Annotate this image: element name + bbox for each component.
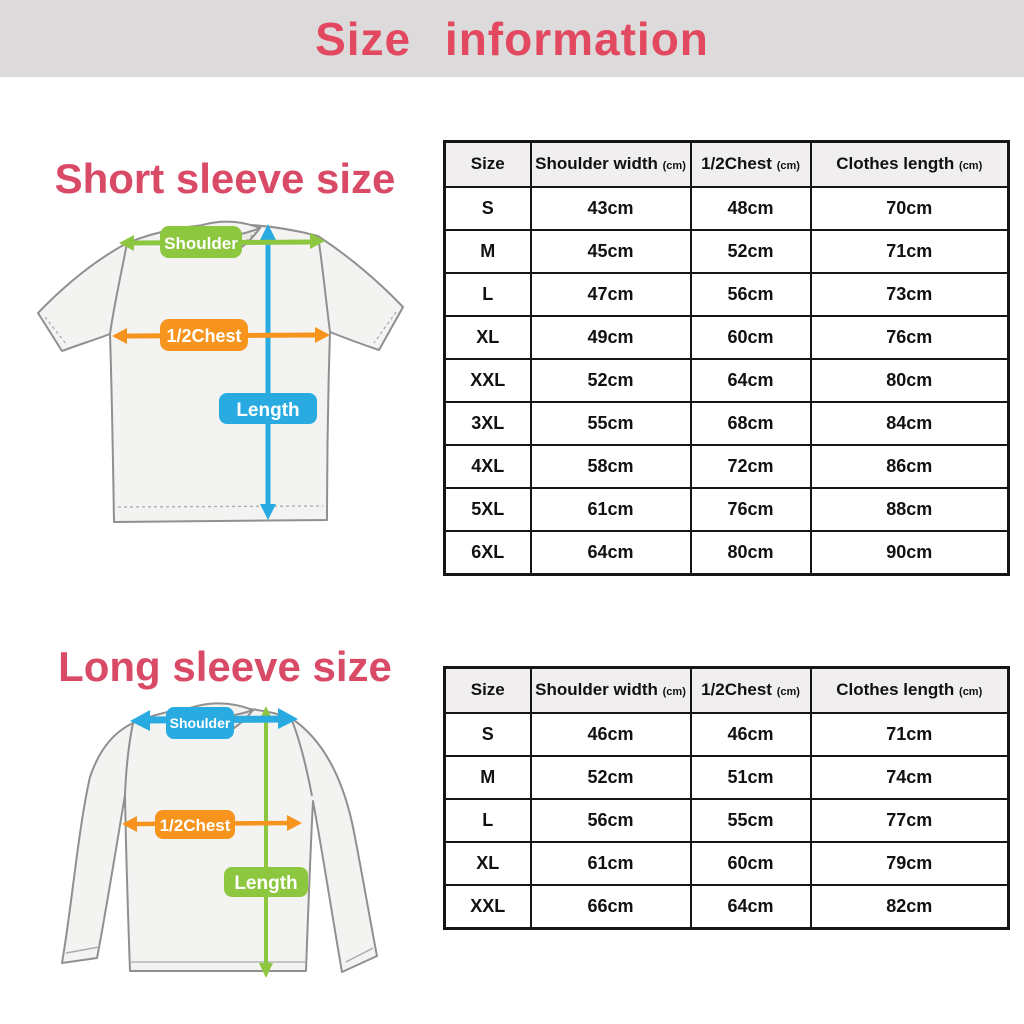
title-banner [0,0,1024,77]
table-cell: S [445,187,531,230]
table-cell: XXL [445,885,531,929]
shoulder-label [166,707,234,739]
table-cell: 90cm [811,531,1009,575]
table-cell: 46cm [531,713,691,756]
tshirt-outline [38,224,403,522]
table-cell: 49cm [531,316,691,359]
table-cell: 60cm [691,316,811,359]
svg-text:Shoulder: Shoulder [164,234,238,253]
length-label [224,867,308,897]
table-cell: M [445,756,531,799]
unit-label: (cm) [776,160,800,173]
table-cell: 47cm [531,273,691,316]
table-cell: 77cm [811,799,1009,842]
col-half-chest: 1/2Chest (cm) [691,142,811,187]
table-cell: 45cm [531,230,691,273]
table-cell: XL [445,316,531,359]
long-sleeve-size-table [443,666,1010,930]
col-shoulder-width: Shoulder width (cm) [531,142,691,187]
svg-text:Length: Length [234,873,298,894]
table-row [445,273,1009,316]
table-cell: 58cm [531,445,691,488]
short-sleeve-table-body [445,187,1009,575]
col-size: Size [445,142,531,187]
table-cell: L [445,799,531,842]
col-shoulder-width: Shoulder width (cm) [531,668,691,713]
table-cell: 71cm [811,230,1009,273]
table-cell: 3XL [445,402,531,445]
unit-label: (cm) [776,686,800,699]
table-cell: 84cm [811,402,1009,445]
table-row [445,402,1009,445]
table-cell: 88cm [811,488,1009,531]
long-sleeve-diagram [20,695,440,1024]
table-cell: 80cm [691,531,811,575]
table-cell: 56cm [531,799,691,842]
table-cell: 55cm [691,799,811,842]
table-cell: 52cm [531,359,691,402]
table-row [445,842,1009,885]
table-cell: 6XL [445,531,531,575]
long-sleeve-table-body [445,713,1009,929]
table-cell: 64cm [531,531,691,575]
table-cell: L [445,273,531,316]
table-row [445,713,1009,756]
svg-text:Length: Length [236,400,300,421]
short-table-header [445,142,1009,187]
table-row [445,885,1009,929]
page-title: Size information [315,12,709,65]
table-row [445,316,1009,359]
short-sleeve-heading: Short sleeve size [54,155,396,202]
col-clothes-length: Clothes length (cm) [811,142,1009,187]
chest-label [160,319,248,351]
col-clothes-length: Clothes length (cm) [811,668,1009,713]
length-label [219,393,317,424]
table-cell: 68cm [691,402,811,445]
long-table-header [445,668,1009,713]
table-cell: 64cm [691,359,811,402]
table-cell: M [445,230,531,273]
table-cell: 48cm [691,187,811,230]
svg-text:1/2Chest: 1/2Chest [159,816,231,835]
table-cell: 51cm [691,756,811,799]
short-sleeve-diagram [30,213,440,543]
table-cell: 82cm [811,885,1009,929]
table-cell: 73cm [811,273,1009,316]
table-row [445,531,1009,575]
unit-label: (cm) [959,686,983,699]
table-cell: 55cm [531,402,691,445]
svg-text:Shoulder: Shoulder [169,715,231,731]
unit-label: (cm) [959,160,983,173]
long-sleeve-heading: Long sleeve size [58,643,392,690]
chest-label [155,810,235,839]
table-cell: 86cm [811,445,1009,488]
table-cell: 4XL [445,445,531,488]
table-cell: 64cm [691,885,811,929]
svg-text:1/2Chest: 1/2Chest [166,326,242,346]
col-size: Size [445,668,531,713]
col-half-chest: 1/2Chest (cm) [691,668,811,713]
table-cell: 71cm [811,713,1009,756]
table-cell: 72cm [691,445,811,488]
table-cell: 61cm [531,488,691,531]
table-cell: 5XL [445,488,531,531]
table-row [445,756,1009,799]
table-cell: 60cm [691,842,811,885]
table-cell: 76cm [691,488,811,531]
table-cell: 46cm [691,713,811,756]
table-row [445,445,1009,488]
table-cell: 76cm [811,316,1009,359]
table-row [445,799,1009,842]
table-cell: 70cm [811,187,1009,230]
table-row [445,359,1009,402]
table-row [445,230,1009,273]
table-cell: 52cm [531,756,691,799]
table-cell: 61cm [531,842,691,885]
shirt-outline [62,707,377,972]
shoulder-label [160,226,242,258]
header-row [445,142,1009,187]
header-row [445,668,1009,713]
unit-label: (cm) [662,160,686,173]
table-cell: 66cm [531,885,691,929]
table-cell: 74cm [811,756,1009,799]
table-cell: 52cm [691,230,811,273]
table-cell: XXL [445,359,531,402]
short-sleeve-size-table [443,140,1010,576]
table-row [445,488,1009,531]
unit-label: (cm) [662,686,686,699]
table-cell: 79cm [811,842,1009,885]
table-row [445,187,1009,230]
table-cell: 43cm [531,187,691,230]
table-cell: S [445,713,531,756]
table-cell: 56cm [691,273,811,316]
table-cell: 80cm [811,359,1009,402]
table-cell: XL [445,842,531,885]
